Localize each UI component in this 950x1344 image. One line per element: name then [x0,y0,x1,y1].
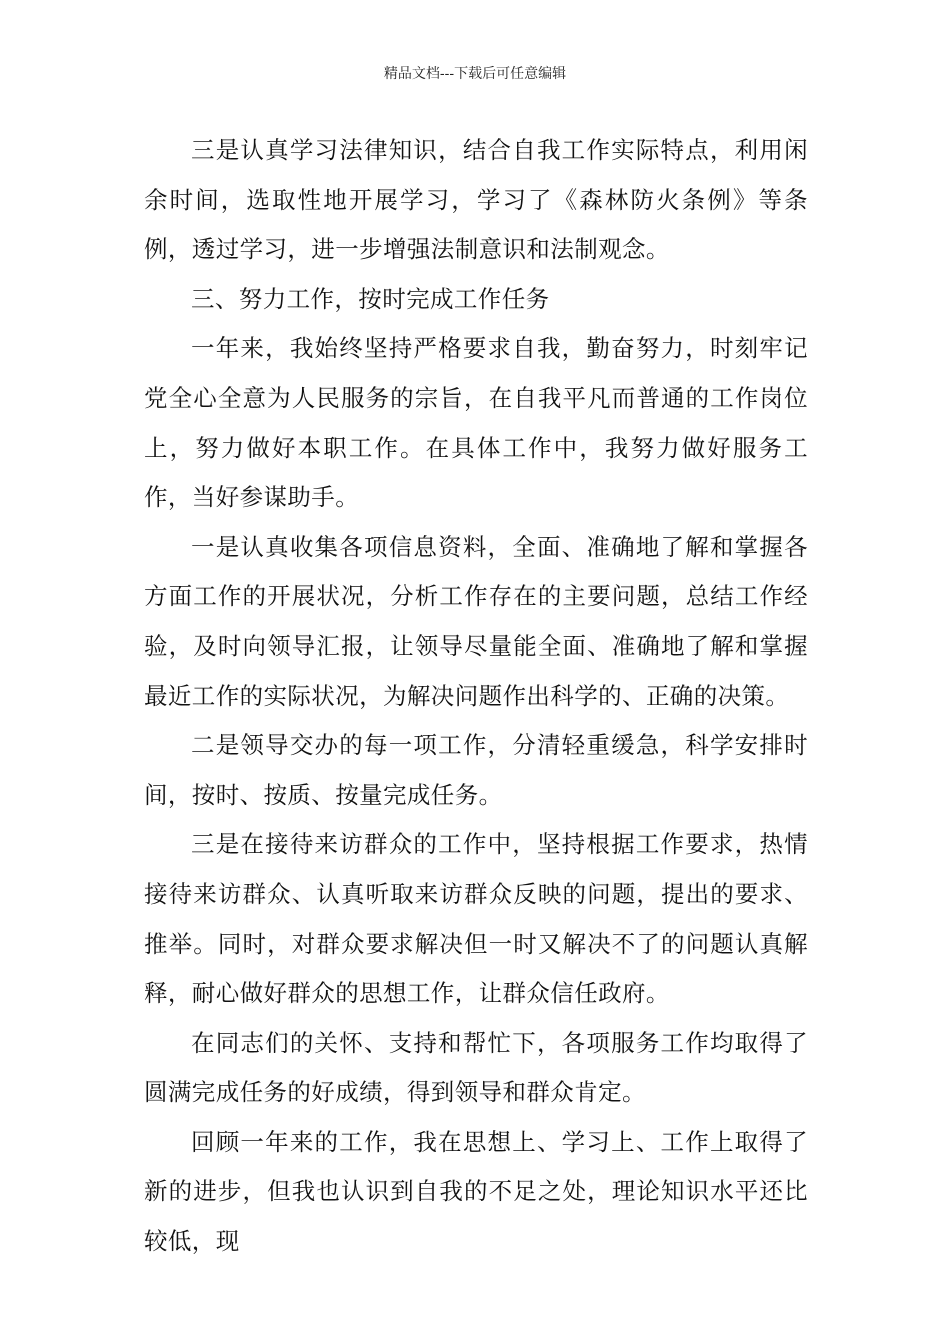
paragraph-year-summary: 一年来，我始终坚持严格要求自我，勤奋努力，时刻牢记党全心全意为人民服务的宗旨，在自我平凡而普通的工作岗位上，努力做好本职工作。在具体工作中，我努力做好服务工作，当好参谋助手。 [144,334,808,512]
paragraph-assigned-work: 二是领导交办的每一项工作，分清轻重缓急，科学安排时间，按时、按质、按量完成任务。 [144,731,808,809]
paragraph-receiving-visitors: 三是在接待来访群众的工作中，坚持根据工作要求，热情接待来访群众、认真听取来访群众反映的问题，提出的要求、推举。同时，对群众要求解决但一时又解决不了的问题认真解释，耐心做好群众的思想工作，让群众信任政府。 [144,830,808,1008]
section-heading-work-tasks: 三、努力工作，按时完成工作任务 [191,284,550,313]
paragraph-review: 回顾一年来的工作，我在思想上、学习上、工作上取得了新的进步，但我也认识到自我的不足之处，理论知识水平还比较低，现 [144,1127,808,1256]
paragraph-colleague-support: 在同志们的关怀、支持和帮忙下，各项服务工作均取得了圆满完成任务的好成绩，得到领导和群众肯定。 [144,1028,808,1107]
paragraph-info-collection: 一是认真收集各项信息资料，全面、准确地了解和掌握各方面工作的开展状况，分析工作存在的主要问题，总结工作经验，及时向领导汇报，让领导尽量能全面、准确地了解和掌握最近工作的实际状况，为解决问题作出科学的、正确的决策。 [144,532,808,710]
page-header: 精品文档---下载后可任意编辑 [383,66,567,82]
document-body [144,126,808,1267]
paragraph-law-study: 三是认真学习法律知识，结合自我工作实际特点，利用闲余时间，选取性地开展学习，学习了《森林防火条例》等条例，透过学习，进一步增强法制意识和法制观念。 [144,136,808,264]
